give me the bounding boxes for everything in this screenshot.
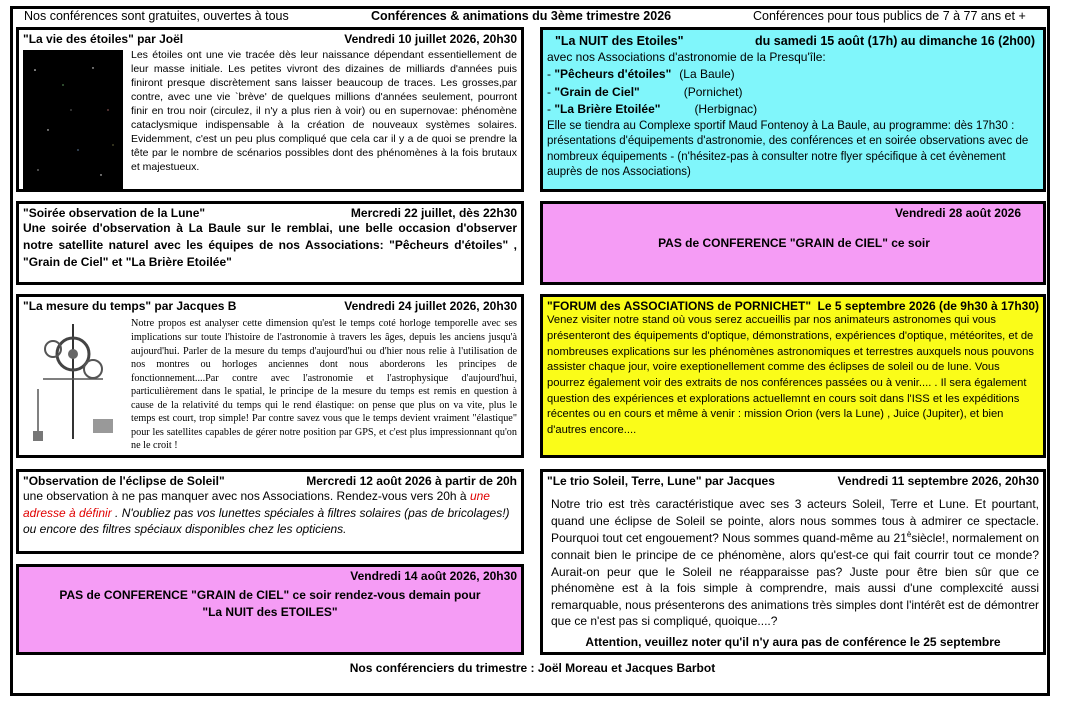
card-date: Mercredi 12 août 2026 à partir de 20h [306,474,517,488]
card-text: PAS de CONFERENCE "GRAIN de CIEL" ce soir rendez-vous demain pour "La NUIT des ETOILES" [59,588,481,619]
card-header [23,299,517,313]
card-text: PAS de CONFERENCE "GRAIN de CIEL" ce soir [658,236,930,251]
clock-mechanism-image [23,319,123,447]
card-header [23,32,517,46]
card-intro: avec nos Associations d'astronomie de la Presqu'île: [547,50,826,64]
footer-conferenciers: Nos conférenciers du trimestre : Joël Moreau et Jacques Barbot [349,661,716,675]
starfield-image [23,50,123,190]
card-body: Notre trio est très caractéristique avec ses 3 acteurs Soleil, Terre et Lune. Et pourtant, quand une éclipse de Soleil se pointe, alors nous sommes tous à admirer ce spectacle. Pourquoi tout cet engouement? Nous sommes quand-même au $21^èsiècle$!, normalement on connait bien le principe de ce phénomène, alors qu'est-ce qui fait courrir tout ce monde? Aurait-on peur que le Soleil ne réapparaisse pas? Juste pour être bien sûr que ce phénomène est à la fois simple à comprendre, mais aussi d'une complexcité aussi remarquable, nous présenterons des animations très simples dont l'intérêt est de démontrer que ce n'est pas si compliqué, quoique....? [551,497,1039,629]
card-mesure-du-temps [16,294,524,458]
card-vie-des-etoiles [16,27,524,192]
card-header [547,34,1035,49]
card-date: Vendredi 28 août 2026 [894,206,1021,220]
card-title: "La vie des étoiles" par Joël [23,32,184,46]
association-item: - "Pêcheurs d'étoiles" (La Baule) [547,67,735,82]
card-header [547,474,1039,488]
card-date: Vendredi 10 juillet 2026, 20h30 [344,32,517,46]
association-item: - "La Brière Etoilée" (Herbignac) [547,102,758,117]
card-trio-soleil-terre-lune [540,469,1046,655]
address-tbd: une adresse à définir [23,489,490,520]
card-observation-lune [16,201,524,285]
card-date: Vendredi 24 juillet 2026, 20h30 [344,299,517,313]
card-date: Mercredi 22 juillet, dès 22h30 [350,206,517,220]
card-eclipse-soleil [16,469,524,554]
card-body: Elle se tiendra au Complexe sportif Maud Fontenoy à La Baule, au programme: dès 17h30 : présentations d'équipements d'astronomie, des conférences et en soirée observations avec de nombreux équipements - (n'hésitez-pas à consulter notre flyer spécifique à cet évènement auprès de nos Associations) [547,119,1029,179]
card-title: "FORUM des ASSOCIATIONS de PORNICHET" [547,299,812,313]
card-body: une observation à ne pas manquer avec nos Associations. Rendez-vous vers 20h à une adresse à définir . N'oubliez pas vos lunettes spéciales à filtres solaires (pas de bricolages!) ou encore des filtres spéciaux disponibles chez les opticiens. [23,489,510,536]
card-note: Attention, veuillez noter qu'il n'y aura pas de conférence le 25 septembre [585,634,1001,649]
header-left: Nos conférences sont gratuites, ouvertes à tous [24,9,289,23]
card-title: "Le trio Soleil, Terre, Lune" par Jacques [547,474,775,488]
card-body: Les étoiles ont une vie tracée dès leur naissance dépendant essentiellement de leur masse initiale. Les petites vivront des dizaines de milliards d'années puis finiront presque discrètement sans laisser beaucoup de traces. Les grosses,par contre, avec une vie `brève' de quelques millions d'années seulement, pourront finir en trou noir (circulez, il n'y a plus rien à voir) ou en supernovae: phénomène cataclysmique indispensable à la création de nouveaux systèmes solaires. Evidemment, c'est un peu plus compliqué que cela car il y a de quoi se prendre la tête par le nombre de scénarios possibles dont des phénomènes à la fois brutaux et majestueux. [131,49,517,174]
header-right: Conférences pour tous publics de 7 à 77 ans et + [753,9,1026,23]
card-body: Une soirée d'observation à La Baule sur le remblai, une belle occasion d'observer notre satellite naturel avec les équipes de nos Associations: "Pêcheurs d'étoiles" , "Grain de Ciel" et "La Brière Etoilée" [23,221,517,269]
card-title: "Observation de l'éclipse de Soleil" [23,474,225,488]
association-item: - "Grain de Ciel" (Pornichet) [547,84,743,99]
card-date: Vendredi 11 septembre 2026, 20h30 [837,474,1039,488]
card-header [23,474,517,488]
card-date: Vendredi 14 août 2026, 20h30 [350,569,517,583]
card-body: Venez visiter notre stand où vous serez accueillis par nos animateurs astronomes qui vous présenteront des équipements d'optique, démonstrations, expériences d'optique, météorites, et de nombreuses explications sur les phénomènes astronomiques et terrestres auxquels nous pouvons assister chaque jour, voire exeptionellement comme des éclipses de soleil ou de lune. Vous pourrez également voir des extraits de nos conférences passées ou à venir.... . Il sera également question des expériences et explorations actuellemnt en cours soit dans l'ISS et les expéditions récentes ou en cours et même à venir : mission Orion (vers la Lune) , Juice (Jupiter), et bien d'autres encore.... [547,314,1034,437]
card-date: du samedi 15 août (17h) au dimanche 16 (2h00) [755,34,1035,48]
card-header [547,299,1039,313]
card-title: "La mesure du temps" par Jacques B [23,299,237,313]
card-body: Notre propos est analyser cette dimension qu'est le temps coté horloge temporelle avec ses implications sur toute l'histoire de l'astronomie à travers les âges, depuis les anciens jusqu'à aujourd'hui. Parler de la mesure du temps d'aujourd'hui ou d'hier nous relie à l'utilisation de nos montres ou horloges anciennes dont nous aborderons les principes de fonctionnement....Par contre avec l'astronomie et l'astrophysique d'aujourd'hui, particulièrement dans le spatial, le principe de la mesure du temps est remis en question à cause de la relativité du temps qui le rend élastique: on pense que plus on va vite, plus le temps est court, trop simple! Par contre savez vous que le temps devient vraiment "élastique" pour les satellites capables de gérer notre position par GPS, et c'est plus impressionnant qu'on ne le croit ! [131,318,517,452]
card-pas-de-conference-28-aout [540,201,1046,285]
card-forum-associations [540,294,1046,458]
card-title: "La NUIT des Etoiles" [555,34,684,48]
card-pas-de-conference-14-aout [16,564,524,655]
card-nuit-des-etoiles [540,27,1046,192]
card-title: "Soirée observation de la Lune" [23,206,206,220]
card-header [23,206,517,220]
card-date: Le 5 septembre 2026 (de 9h30 à 17h30) [817,299,1039,313]
header-title: Conférences & animations du 3ème trimestre 2026 [371,9,672,23]
